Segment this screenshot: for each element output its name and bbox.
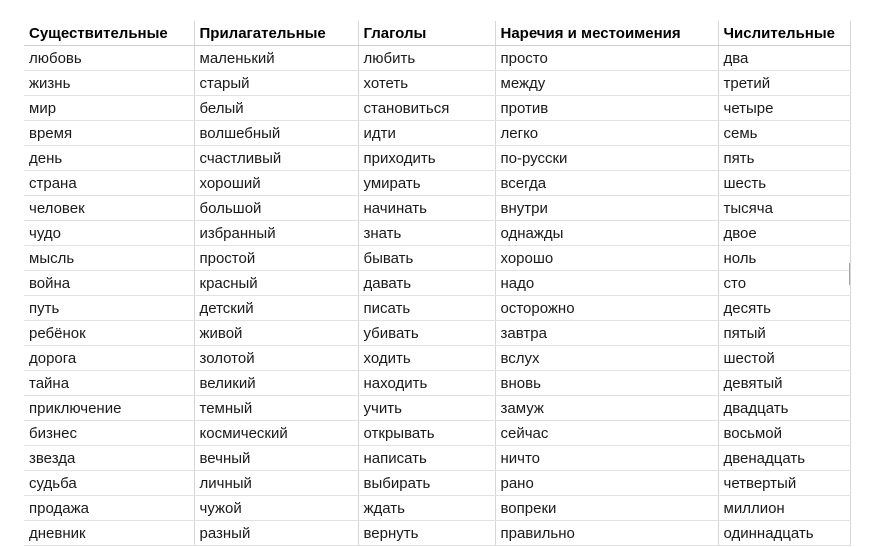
table-cell-nouns[interactable]: чудо [24,221,194,246]
table-cell-adjectives[interactable]: избранный [194,221,358,246]
table-cell-numerals[interactable]: девятый [718,371,850,396]
table-cell-adverbs-pronouns[interactable]: осторожно [495,296,718,321]
table-cell-numerals[interactable]: двое [718,221,850,246]
table-row [24,46,850,71]
table-row [24,471,850,496]
table-cell-numerals[interactable]: шестой [718,346,850,371]
table-cell-adverbs-pronouns[interactable]: замуж [495,396,718,421]
table-cell-adjectives[interactable]: белый [194,96,358,121]
table-cell-adverbs-pronouns[interactable]: однажды [495,221,718,246]
table-cell-adjectives[interactable]: темный [194,396,358,421]
table-cell-numerals[interactable]: ноль [718,246,850,271]
column-header-adverbs-pronouns[interactable]: Наречия и местоимения [495,21,718,46]
table-cell-adjectives[interactable]: личный [194,471,358,496]
table-cell-adjectives[interactable]: чужой [194,496,358,521]
table-cell-verbs[interactable]: вернуть [358,521,495,546]
table-cell-numerals[interactable]: десять [718,296,850,321]
table-cell-adverbs-pronouns[interactable]: вновь [495,371,718,396]
table-cell-numerals[interactable]: третий [718,71,850,96]
table-cell-nouns[interactable]: любовь [24,46,194,71]
table-cell-verbs[interactable]: идти [358,121,495,146]
table-row [24,446,850,471]
table-cell-nouns[interactable]: путь [24,296,194,321]
table-row [24,221,850,246]
table-cell-adverbs-pronouns[interactable]: рано [495,471,718,496]
table-cell-nouns[interactable]: жизнь [24,71,194,96]
table-cell-verbs[interactable]: находить [358,371,495,396]
word-table-container [24,21,851,546]
table-cell-numerals[interactable]: два [718,46,850,71]
table-row [24,346,850,371]
cell-selection-edge [849,263,850,285]
table-row [24,246,850,271]
table-row [24,71,850,96]
table-cell-verbs[interactable]: учить [358,396,495,421]
table-cell-verbs[interactable]: выбирать [358,471,495,496]
table-cell-numerals[interactable]: сто [718,271,850,296]
column-header-numerals[interactable]: Числительные [718,21,850,46]
table-cell-adjectives[interactable]: вечный [194,446,358,471]
table-row [24,321,850,346]
table-cell-adjectives[interactable]: великий [194,371,358,396]
table-cell-adjectives[interactable]: живой [194,321,358,346]
table-cell-numerals[interactable]: пять [718,146,850,171]
table-row [24,421,850,446]
table-cell-nouns[interactable]: тайна [24,371,194,396]
table-cell-adverbs-pronouns[interactable]: надо [495,271,718,296]
table-cell-nouns[interactable]: время [24,121,194,146]
table-cell-nouns[interactable]: ребёнок [24,321,194,346]
table-cell-adjectives[interactable]: красный [194,271,358,296]
table-cell-nouns[interactable]: судьба [24,471,194,496]
table-cell-verbs[interactable]: открывать [358,421,495,446]
table-cell-numerals[interactable]: четвертый [718,471,850,496]
table-row [24,371,850,396]
table-cell-nouns[interactable]: мир [24,96,194,121]
table-cell-adverbs-pronouns[interactable]: вопреки [495,496,718,521]
column-header-nouns[interactable]: Существительные [24,21,194,46]
table-cell-verbs[interactable]: начинать [358,196,495,221]
table-cell-verbs[interactable]: писать [358,296,495,321]
table-cell-nouns[interactable]: дневник [24,521,194,546]
table-cell-verbs[interactable]: написать [358,446,495,471]
table-row [24,96,850,121]
column-header-verbs[interactable]: Глаголы [358,21,495,46]
table-cell-numerals[interactable]: четыре [718,96,850,121]
table-cell-numerals[interactable]: семь [718,121,850,146]
table-row [24,171,850,196]
table-cell-verbs[interactable]: давать [358,271,495,296]
table-cell-adjectives[interactable]: счастливый [194,146,358,171]
table-cell-verbs[interactable]: становиться [358,96,495,121]
table-cell-nouns[interactable]: бизнес [24,421,194,446]
table-cell-nouns[interactable]: мысль [24,246,194,271]
table-cell-adverbs-pronouns[interactable]: хорошо [495,246,718,271]
table-cell-numerals[interactable]: миллион [718,496,850,521]
table-cell-adverbs-pronouns[interactable]: между [495,71,718,96]
table-cell-verbs[interactable]: убивать [358,321,495,346]
table-cell-nouns[interactable]: звезда [24,446,194,471]
table-cell-verbs[interactable]: приходить [358,146,495,171]
table-cell-verbs[interactable]: хотеть [358,71,495,96]
table-cell-verbs[interactable]: любить [358,46,495,71]
table-body [24,46,850,546]
table-cell-adverbs-pronouns[interactable]: вслух [495,346,718,371]
table-cell-adjectives[interactable]: большой [194,196,358,221]
table-cell-verbs[interactable]: бывать [358,246,495,271]
table-row [24,271,850,296]
table-row [24,496,850,521]
table-cell-adjectives[interactable]: разный [194,521,358,546]
table-cell-verbs[interactable]: знать [358,221,495,246]
table-cell-adjectives[interactable]: волшебный [194,121,358,146]
table-cell-adverbs-pronouns[interactable]: правильно [495,521,718,546]
table-row [24,121,850,146]
table-cell-nouns[interactable]: человек [24,196,194,221]
table-cell-adjectives[interactable]: старый [194,71,358,96]
table-cell-adjectives[interactable]: маленький [194,46,358,71]
table-cell-numerals[interactable]: восьмой [718,421,850,446]
table-cell-adverbs-pronouns[interactable]: всегда [495,171,718,196]
table-cell-numerals[interactable]: двадцать [718,396,850,421]
table-cell-numerals[interactable]: одиннадцать [718,521,850,546]
table-cell-adverbs-pronouns[interactable]: против [495,96,718,121]
table-cell-adjectives[interactable]: хороший [194,171,358,196]
table-row [24,146,850,171]
header-row [24,21,850,46]
table-cell-nouns[interactable]: приключение [24,396,194,421]
table-cell-verbs[interactable]: ждать [358,496,495,521]
table-cell-verbs[interactable]: умирать [358,171,495,196]
word-table [24,21,851,546]
table-cell-adjectives[interactable]: простой [194,246,358,271]
table-cell-adjectives[interactable]: космический [194,421,358,446]
table-cell-numerals[interactable]: двенадцать [718,446,850,471]
table-cell-adverbs-pronouns[interactable]: завтра [495,321,718,346]
table-cell-nouns[interactable]: продажа [24,496,194,521]
table-row [24,296,850,321]
table-row [24,521,850,546]
table-cell-nouns[interactable]: день [24,146,194,171]
table-cell-adverbs-pronouns[interactable]: ничто [495,446,718,471]
table-cell-nouns[interactable]: страна [24,171,194,196]
table-cell-adverbs-pronouns[interactable]: внутри [495,196,718,221]
column-header-adjectives[interactable]: Прилагательные [194,21,358,46]
table-cell-nouns[interactable]: дорога [24,346,194,371]
table-cell-adverbs-pronouns[interactable]: сейчас [495,421,718,446]
table-cell-adverbs-pronouns[interactable]: легко [495,121,718,146]
table-cell-adjectives[interactable]: детский [194,296,358,321]
table-row [24,196,850,221]
table-cell-numerals[interactable]: тысяча [718,196,850,221]
table-cell-numerals[interactable]: шесть [718,171,850,196]
table-cell-adverbs-pronouns[interactable]: по-русски [495,146,718,171]
table-cell-verbs[interactable]: ходить [358,346,495,371]
table-row [24,396,850,421]
table-cell-numerals[interactable]: пятый [718,321,850,346]
table-cell-adverbs-pronouns[interactable]: просто [495,46,718,71]
table-cell-nouns[interactable]: война [24,271,194,296]
table-cell-adjectives[interactable]: золотой [194,346,358,371]
